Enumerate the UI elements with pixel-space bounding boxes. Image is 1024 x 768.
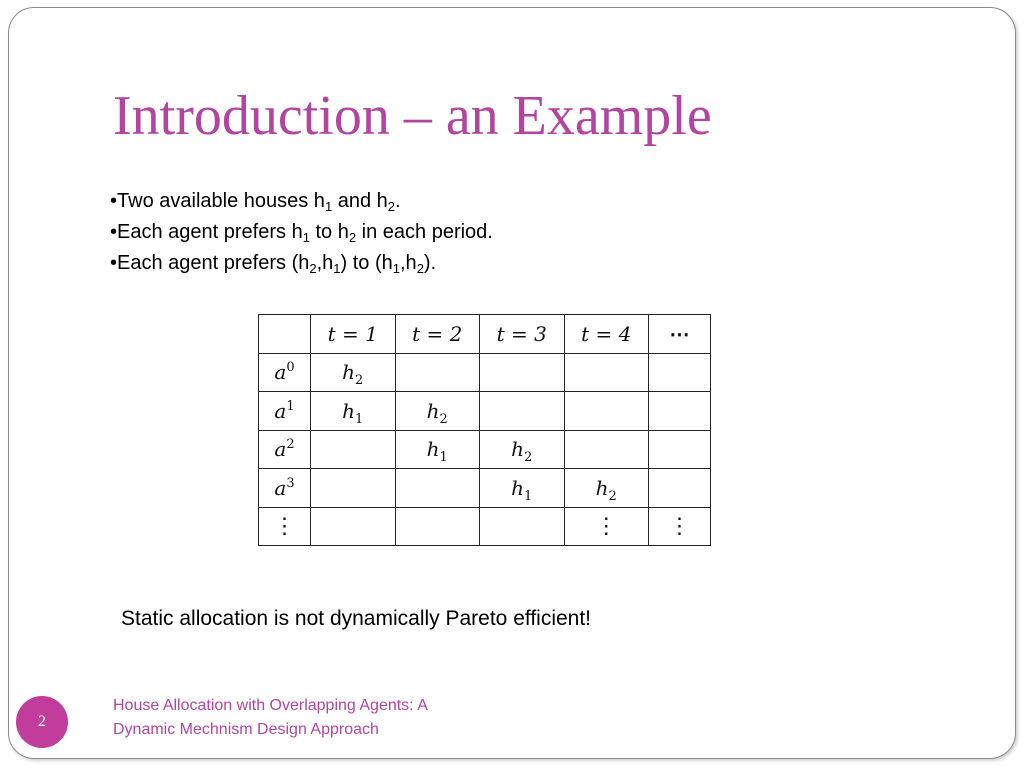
allocation-cell: [649, 392, 711, 431]
allocation-cell: [311, 430, 396, 469]
subscript: 1: [324, 199, 333, 214]
bullet-text: Each agent prefers (h: [117, 252, 310, 274]
allocation-cell: [649, 507, 711, 546]
subscript: 1: [524, 488, 533, 504]
subscript: 1: [333, 261, 341, 276]
bullet-mark: •: [110, 252, 118, 274]
allocation-cell: [564, 392, 649, 431]
allocation-cell: [395, 469, 480, 508]
bullet-mark: •: [110, 190, 118, 212]
subscript: 1: [439, 450, 448, 466]
conclusion-text: Static allocation is not dynamically Pareto efficient!: [121, 607, 592, 630]
agent-label: [259, 353, 311, 392]
bullet-item: [110, 186, 493, 217]
vertical-ellipsis: ⋮: [668, 513, 691, 539]
table-row: [259, 430, 711, 469]
allocation-cell: [311, 469, 396, 508]
subscript: 1: [355, 411, 364, 427]
agent-label: [259, 469, 311, 508]
table-row: [259, 392, 711, 431]
bullet-text: ).: [423, 252, 437, 274]
footer-line-2: Dynamic Mechnism Design Approach: [113, 721, 379, 738]
math-base: a: [274, 475, 287, 500]
math-base: h: [342, 360, 356, 385]
page-number: 2: [38, 713, 46, 730]
footer-line-1: House Allocation with Overlapping Agents: A: [113, 697, 428, 714]
math-base: h: [426, 437, 440, 462]
table-header-row: [259, 315, 711, 354]
allocation-cell: [395, 392, 480, 431]
math-base: h: [595, 475, 609, 500]
allocation-cell: [649, 430, 711, 469]
bullet-text: ,h: [316, 252, 334, 274]
column-header: [259, 315, 311, 354]
column-header: t = 2: [395, 315, 480, 354]
vertical-ellipsis: ⋮: [273, 513, 296, 539]
bullet-text: in each period.: [356, 221, 493, 243]
allocation-cell: [395, 507, 480, 546]
column-header: t = 1: [311, 315, 396, 354]
math-base: h: [511, 475, 525, 500]
allocation-cell: [564, 430, 649, 469]
subscript: 2: [439, 411, 448, 427]
agent-label: [259, 507, 311, 546]
subscript: 2: [387, 199, 396, 214]
allocation-cell: [480, 507, 565, 546]
allocation-cell: [564, 507, 649, 546]
bullet-text: Each agent prefers h: [117, 221, 303, 243]
agent-label: [259, 430, 311, 469]
column-header: [649, 315, 711, 354]
subscript: 1: [302, 230, 310, 245]
bullet-item: [110, 248, 493, 279]
table-row: [259, 469, 711, 508]
column-header: t = 3: [480, 315, 565, 354]
math-base: h: [426, 398, 440, 423]
subscript: 1: [392, 261, 400, 276]
math-base: h: [511, 437, 525, 462]
subscript: 2: [309, 261, 317, 276]
bullet-text: and h: [332, 190, 388, 212]
math-base: a: [274, 398, 287, 423]
allocation-cell: [480, 392, 565, 431]
bullet-text: to h: [309, 221, 349, 243]
bullet-text: .: [395, 190, 401, 212]
bullet-mark: •: [110, 221, 118, 243]
superscript: 2: [286, 437, 295, 453]
footer-caption: [113, 694, 428, 742]
bullet-text: ) to (h: [340, 252, 393, 274]
allocation-cell: [311, 353, 396, 392]
superscript: 1: [286, 398, 295, 414]
table-row: [259, 353, 711, 392]
horizontal-ellipsis: ⋯: [669, 321, 690, 346]
allocation-cell: [311, 507, 396, 546]
bullet-list: [110, 186, 493, 279]
allocation-cell: [649, 353, 711, 392]
subscript: 2: [355, 373, 364, 389]
subscript: 2: [416, 261, 424, 276]
allocation-cell: [564, 469, 649, 508]
math-base: a: [274, 437, 287, 462]
math-base: h: [342, 398, 356, 423]
allocation-table: [258, 314, 711, 546]
vertical-ellipsis: ⋮: [595, 513, 618, 539]
allocation-cell: [649, 469, 711, 508]
allocation-cell: [480, 469, 565, 508]
subscript: 2: [524, 450, 533, 466]
subscript: 2: [608, 488, 617, 504]
allocation-cell: [311, 392, 396, 431]
superscript: 0: [286, 360, 295, 376]
bullet-text: Two available houses h: [117, 190, 325, 212]
agent-label: [259, 392, 311, 431]
subscript: 2: [348, 230, 357, 245]
allocation-cell: [395, 353, 480, 392]
allocation-cell: [564, 353, 649, 392]
allocation-cell: [480, 430, 565, 469]
allocation-cell: [395, 430, 480, 469]
allocation-cell: [480, 353, 565, 392]
slide-title: Introduction – an Example: [113, 85, 712, 147]
column-header: t = 4: [564, 315, 649, 354]
bullet-item: [110, 217, 493, 248]
page-number-badge: [16, 696, 68, 748]
table-row: [259, 507, 711, 546]
bullet-text: ,h: [400, 252, 417, 274]
math-base: a: [274, 360, 287, 385]
superscript: 3: [286, 475, 295, 491]
